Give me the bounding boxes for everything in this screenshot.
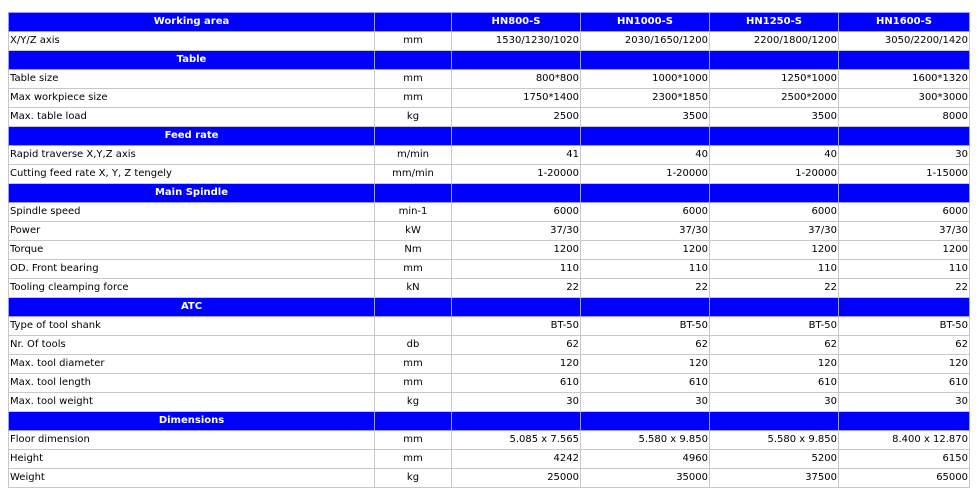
spec-value: 62 <box>839 336 970 355</box>
table-row <box>9 336 970 355</box>
spec-value: 110 <box>581 260 710 279</box>
spec-value: 1-20000 <box>710 165 839 184</box>
spec-value: 25000 <box>452 469 581 488</box>
spec-label: OD. Front bearing <box>9 260 375 279</box>
spec-value: BT-50 <box>581 317 710 336</box>
spec-value: 3500 <box>710 108 839 127</box>
spec-label: Max workpiece size <box>9 89 375 108</box>
spec-value: 1-20000 <box>581 165 710 184</box>
spec-value: 5200 <box>710 450 839 469</box>
spec-value: 62 <box>452 336 581 355</box>
table-row <box>9 89 970 108</box>
model-name: HN1600-S <box>839 13 970 32</box>
section-model-cell <box>710 127 839 146</box>
section-title: Feed rate <box>9 127 375 146</box>
spec-label: Spindle speed <box>9 203 375 222</box>
spec-value: 3500 <box>581 108 710 127</box>
section-header-row <box>9 412 970 431</box>
spec-value: 30 <box>452 393 581 412</box>
spec-unit <box>375 317 452 336</box>
spec-value: 4960 <box>581 450 710 469</box>
spec-unit: m/min <box>375 146 452 165</box>
spec-value: 30 <box>710 393 839 412</box>
spec-value: 6150 <box>839 450 970 469</box>
spec-value: 1200 <box>839 241 970 260</box>
section-model-cell <box>581 184 710 203</box>
section-model-cell <box>581 51 710 70</box>
table-row <box>9 393 970 412</box>
spec-label: Height <box>9 450 375 469</box>
section-model-cell <box>452 127 581 146</box>
section-header-row <box>9 298 970 317</box>
spec-unit: kN <box>375 279 452 298</box>
spec-value: 4242 <box>452 450 581 469</box>
spec-value: 40 <box>710 146 839 165</box>
spec-label: Table size <box>9 70 375 89</box>
table-row <box>9 374 970 393</box>
spec-value: 22 <box>710 279 839 298</box>
spec-value: 40 <box>581 146 710 165</box>
section-header-row <box>9 127 970 146</box>
spec-value: 610 <box>710 374 839 393</box>
spec-value: 5.580 x 9.850 <box>581 431 710 450</box>
spec-unit: mm <box>375 260 452 279</box>
table-row <box>9 222 970 241</box>
spec-unit: mm <box>375 32 452 51</box>
spec-value: 5.580 x 9.850 <box>710 431 839 450</box>
spec-label: Power <box>9 222 375 241</box>
spec-table <box>8 12 970 488</box>
spec-unit: mm <box>375 431 452 450</box>
spec-value: 37500 <box>710 469 839 488</box>
spec-value: 62 <box>710 336 839 355</box>
spec-value: 1530/1230/1020 <box>452 32 581 51</box>
spec-value: 22 <box>839 279 970 298</box>
spec-value: 37/30 <box>452 222 581 241</box>
section-header-row <box>9 51 970 70</box>
section-model-cell <box>452 412 581 431</box>
spec-value: 120 <box>839 355 970 374</box>
section-unit-cell <box>375 51 452 70</box>
section-model-cell <box>710 298 839 317</box>
spec-value: 1-20000 <box>452 165 581 184</box>
section-title: ATC <box>9 298 375 317</box>
spec-value: 1250*1000 <box>710 70 839 89</box>
spec-value: 65000 <box>839 469 970 488</box>
spec-value: 37/30 <box>839 222 970 241</box>
section-model-cell <box>839 51 970 70</box>
spec-value: 120 <box>581 355 710 374</box>
spec-value: 1000*1000 <box>581 70 710 89</box>
spec-value: 610 <box>581 374 710 393</box>
spec-value: 22 <box>581 279 710 298</box>
spec-value: 30 <box>839 146 970 165</box>
section-unit-cell <box>375 127 452 146</box>
spec-unit: kg <box>375 108 452 127</box>
section-unit-cell <box>375 13 452 32</box>
spec-label: Weight <box>9 469 375 488</box>
spec-label: Floor dimension <box>9 431 375 450</box>
spec-label: Max. tool diameter <box>9 355 375 374</box>
model-name: HN800-S <box>452 13 581 32</box>
spec-label: Rapid traverse X,Y,Z axis <box>9 146 375 165</box>
spec-unit: mm <box>375 374 452 393</box>
spec-label: Max. table load <box>9 108 375 127</box>
spec-label: Cutting feed rate X, Y, Z tengely <box>9 165 375 184</box>
spec-value: 37/30 <box>710 222 839 241</box>
spec-value: 110 <box>839 260 970 279</box>
spec-value: 110 <box>710 260 839 279</box>
spec-value: 8000 <box>839 108 970 127</box>
spec-unit: mm <box>375 450 452 469</box>
spec-label: Nr. Of tools <box>9 336 375 355</box>
spec-value: 2200/1800/1200 <box>710 32 839 51</box>
spec-value: 6000 <box>710 203 839 222</box>
section-unit-cell <box>375 184 452 203</box>
section-title: Dimensions <box>9 412 375 431</box>
section-model-cell <box>710 184 839 203</box>
spec-value: 120 <box>710 355 839 374</box>
spec-value: 8.400 x 12.870 <box>839 431 970 450</box>
spec-unit: mm <box>375 70 452 89</box>
table-row <box>9 146 970 165</box>
spec-value: 610 <box>839 374 970 393</box>
table-row <box>9 317 970 336</box>
table-row <box>9 450 970 469</box>
section-title: Main Spindle <box>9 184 375 203</box>
section-model-cell <box>452 184 581 203</box>
section-model-cell <box>710 51 839 70</box>
spec-value: 110 <box>452 260 581 279</box>
section-title: Table <box>9 51 375 70</box>
spec-unit: kg <box>375 469 452 488</box>
spec-value: 1-15000 <box>839 165 970 184</box>
spec-value: 5.085 x 7.565 <box>452 431 581 450</box>
spec-value: 2300*1850 <box>581 89 710 108</box>
spec-value: 6000 <box>452 203 581 222</box>
spec-value: 2500*2000 <box>710 89 839 108</box>
spec-label: Tooling cleamping force <box>9 279 375 298</box>
spec-value: 120 <box>452 355 581 374</box>
table-row <box>9 260 970 279</box>
spec-value: 30 <box>839 393 970 412</box>
spec-unit: mm/min <box>375 165 452 184</box>
section-unit-cell <box>375 298 452 317</box>
section-model-cell <box>839 127 970 146</box>
spec-value: BT-50 <box>452 317 581 336</box>
spec-value: 1750*1400 <box>452 89 581 108</box>
spec-value: 62 <box>581 336 710 355</box>
spec-value: 35000 <box>581 469 710 488</box>
spec-value: 3050/2200/1420 <box>839 32 970 51</box>
section-unit-cell <box>375 412 452 431</box>
section-model-cell <box>581 298 710 317</box>
spec-unit: kg <box>375 393 452 412</box>
spec-label: Max. tool length <box>9 374 375 393</box>
spec-unit: mm <box>375 355 452 374</box>
section-model-cell <box>581 127 710 146</box>
spec-unit: kW <box>375 222 452 241</box>
spec-value: 1200 <box>710 241 839 260</box>
section-header-row <box>9 13 970 32</box>
section-model-cell <box>452 298 581 317</box>
spec-unit: Nm <box>375 241 452 260</box>
spec-label: Torque <box>9 241 375 260</box>
spec-value: 610 <box>452 374 581 393</box>
spec-value: 1200 <box>452 241 581 260</box>
table-row <box>9 70 970 89</box>
spec-value: 2500 <box>452 108 581 127</box>
section-title: Working area <box>9 13 375 32</box>
spec-value: 1600*1320 <box>839 70 970 89</box>
model-name: HN1250-S <box>710 13 839 32</box>
spec-value: 22 <box>452 279 581 298</box>
spec-label: X/Y/Z axis <box>9 32 375 51</box>
spec-value: 37/30 <box>581 222 710 241</box>
spec-label: Max. tool weight <box>9 393 375 412</box>
spec-unit: min-1 <box>375 203 452 222</box>
spec-value: 41 <box>452 146 581 165</box>
spec-unit: mm <box>375 89 452 108</box>
table-row <box>9 241 970 260</box>
section-header-row <box>9 184 970 203</box>
table-row <box>9 431 970 450</box>
table-row <box>9 165 970 184</box>
section-model-cell <box>581 412 710 431</box>
spec-label: Type of tool shank <box>9 317 375 336</box>
spec-value: 800*800 <box>452 70 581 89</box>
spec-value: 1200 <box>581 241 710 260</box>
spec-value: BT-50 <box>710 317 839 336</box>
table-row <box>9 469 970 488</box>
section-model-cell <box>839 184 970 203</box>
spec-value: 300*3000 <box>839 89 970 108</box>
spec-unit: db <box>375 336 452 355</box>
model-name: HN1000-S <box>581 13 710 32</box>
spec-value: 2030/1650/1200 <box>581 32 710 51</box>
section-model-cell <box>452 51 581 70</box>
table-row <box>9 279 970 298</box>
spec-value: 6000 <box>839 203 970 222</box>
section-model-cell <box>839 412 970 431</box>
spec-value: BT-50 <box>839 317 970 336</box>
section-model-cell <box>710 412 839 431</box>
table-row <box>9 203 970 222</box>
table-row <box>9 108 970 127</box>
spec-table-body <box>9 13 970 488</box>
spec-value: 6000 <box>581 203 710 222</box>
spec-value: 30 <box>581 393 710 412</box>
table-row <box>9 32 970 51</box>
table-row <box>9 355 970 374</box>
section-model-cell <box>839 298 970 317</box>
